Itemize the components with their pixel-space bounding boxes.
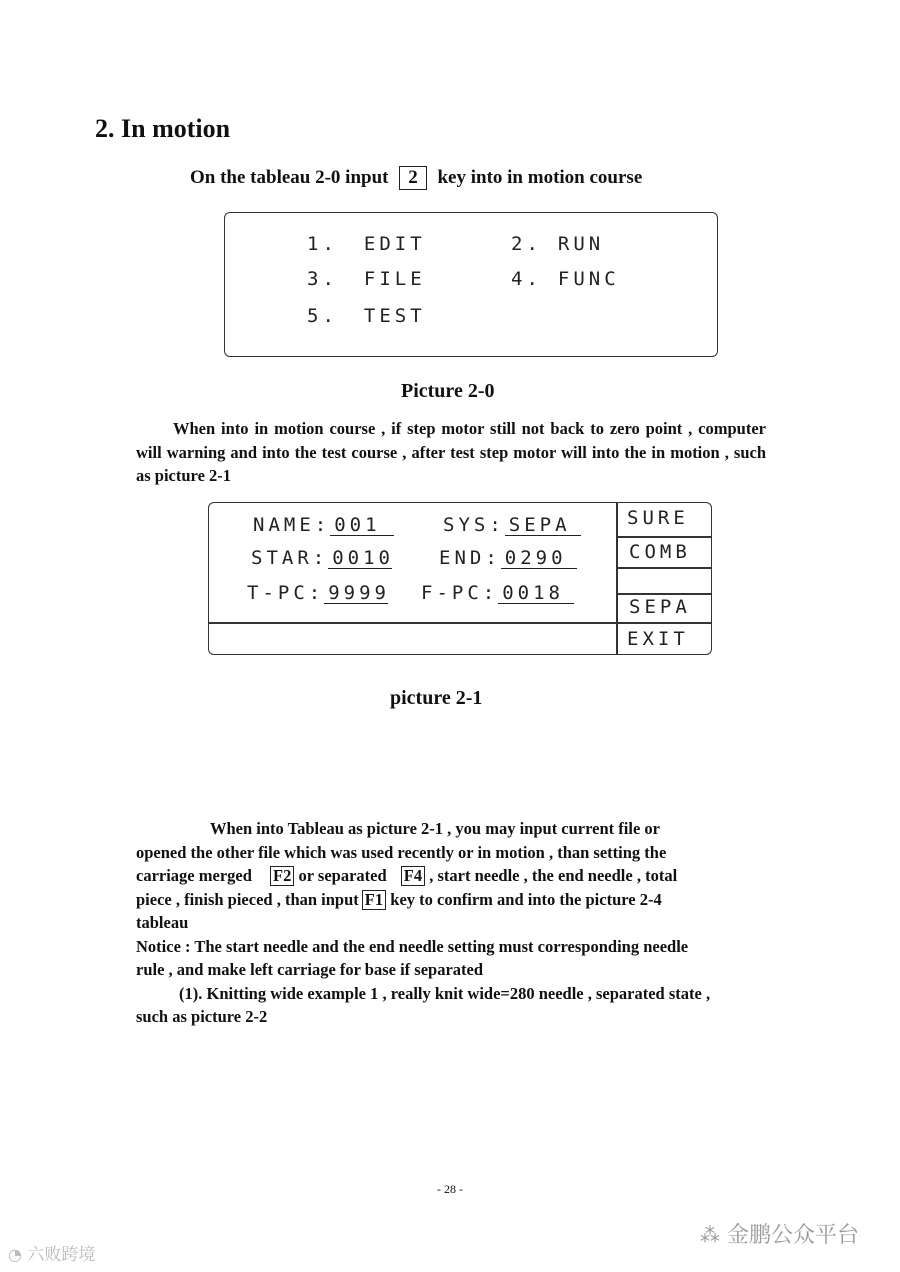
caption-picture-2-0: Picture 2-0 [401,380,495,402]
end-label: END: [439,547,501,569]
menu-item-5: 5. TEST [307,305,426,327]
tpc-value: 9999 [324,583,388,604]
fpc-field [421,582,574,604]
p2-line-4: piece , finish pieced , than input F1 key to confirm and into the picture 2-4 [136,889,662,909]
menu-item-3: 3. FILE [307,268,426,290]
menu-screen [224,212,718,357]
fpc-value: 0018 [498,583,574,604]
star-field [251,547,392,569]
caption-picture-2-1: picture 2-1 [390,687,483,709]
p2-line-6: Notice : The start needle and the end needle setting must corresponding needle [136,936,689,956]
p2-line-9: such as picture 2-2 [136,1007,268,1026]
screen-divider-vertical [616,503,618,654]
paragraph-1: When into in motion course , if step motor still not back to zero point , computer will warning and into the test course , after test step motor will into the in motion , such as picture 2-1 [136,419,766,485]
softkey-exit[interactable]: EXIT [627,628,689,650]
p2-line-2: opened the other file which was used recently or in motion , than setting the [136,842,667,862]
menu-item-1: 1. EDIT [307,233,426,255]
paragraph-2 [136,817,776,1029]
star-label: STAR: [251,547,329,569]
section-number: 2. [95,114,115,143]
f4-key: F4 [401,866,425,886]
section-title: In motion [121,114,231,143]
key-2-box: 2 [399,166,427,190]
end-field [439,547,577,569]
watermark-left: ◔ 六败跨境 [8,1245,96,1265]
side-divider-4 [616,622,711,624]
star-value: 0010 [328,548,392,569]
side-divider-3 [616,593,711,595]
p2-line-7: rule , and make left carriage for base if separated [136,960,484,979]
menu-item-4: 4. FUNC [511,268,620,290]
wechat-icon: ⁂ [700,1223,720,1247]
tpc-label: T-PC: [247,582,325,604]
sys-field [443,514,581,536]
run-setup-screen [208,502,712,655]
softkey-sure[interactable]: SURE [627,507,689,529]
end-value: 0290 [501,548,577,569]
f1-key: F1 [362,890,386,910]
intro-line [190,166,642,190]
page-number: - 28 - [437,1182,463,1196]
menu-item-2: 2. RUN [511,233,605,255]
watermark-right: ⁂ 金鹏公众平台 [700,1223,860,1248]
weibo-logo-icon: ◔ [8,1245,22,1264]
name-field [253,514,394,536]
tpc-field [247,582,388,604]
sys-value: SEPA [505,515,581,536]
name-label: NAME: [253,514,331,536]
f2-key: F2 [270,866,294,886]
p2-line-5: tableau [136,913,189,932]
p2-line-8: (1). Knitting wide example 1 , really knit wide=280 needle , separated state , [179,983,711,1003]
sys-label: SYS: [443,514,505,536]
fpc-label: F-PC: [421,582,499,604]
screen-divider-bottom [209,622,616,624]
section-heading [95,114,230,144]
p2-line-1: When into Tableau as picture 2-1 , you may input current file or [210,819,660,838]
intro-text-after: key into in motion course [437,167,643,188]
softkey-sepa[interactable]: SEPA [629,596,691,618]
name-value: 001 [330,515,394,536]
intro-text-before: On the tableau 2-0 input [190,167,389,188]
side-divider-2 [616,567,711,569]
softkey-comb[interactable]: COMB [629,541,691,563]
p2-line-3: carriage merged F2 or separated F4 , start needle , the end needle , total [136,866,678,885]
side-divider-1 [616,536,711,538]
